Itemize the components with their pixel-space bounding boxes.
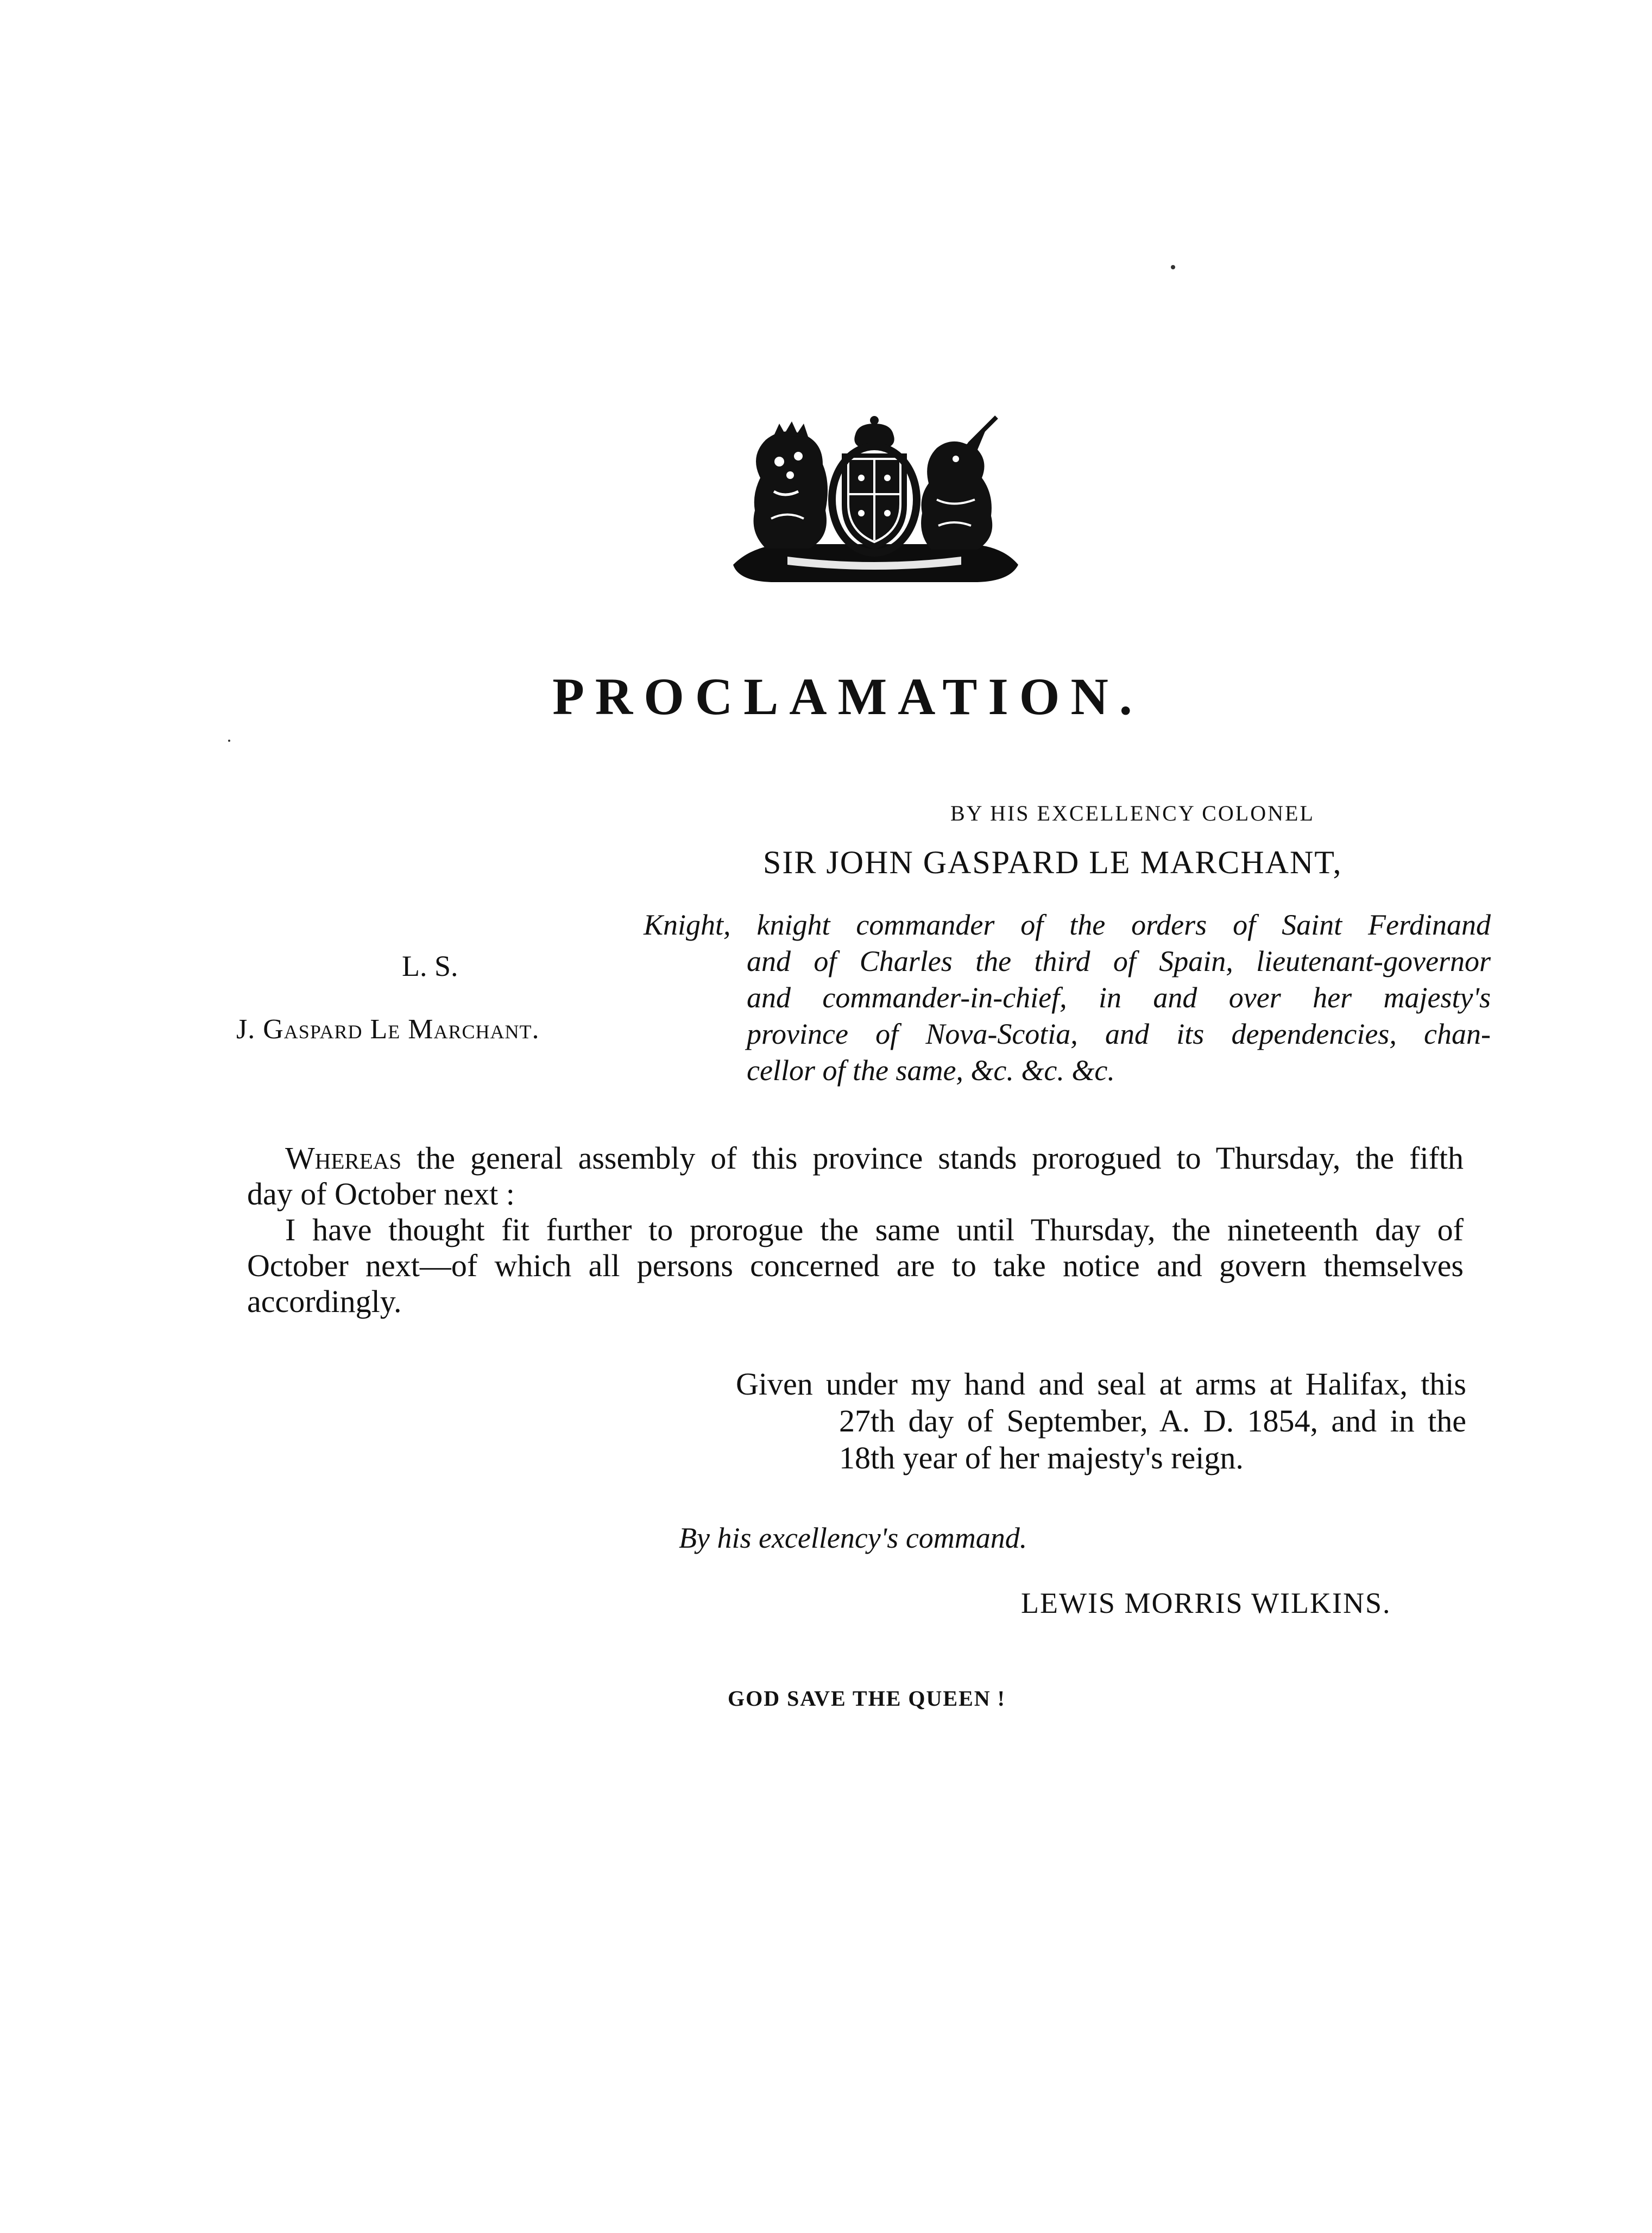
proclamation-title: PROCLAMATION. — [552, 667, 1143, 726]
given-clause — [736, 1366, 1466, 1477]
body-line: October next—of which all persons concerned are to take notice and govern themselves — [247, 1248, 1464, 1283]
titles-line: province of Nova-Scotia, and its dependencies, chan- — [747, 1018, 1491, 1050]
command-line: By his excellency's command. — [679, 1522, 1027, 1554]
body-line — [247, 1140, 1464, 1176]
body-line: day of October next : — [247, 1176, 515, 1212]
signer-prefix: J. — [236, 1014, 256, 1045]
locus-sigilli: L. S. — [402, 950, 458, 982]
titles-line: and commander-in-chief, in and over her majesty's — [747, 981, 1491, 1014]
governor-name: SIR JOHN GASPARD LE MARCHANT, — [763, 844, 1342, 880]
titles-line: cellor of the same, &c. &c. &c. — [747, 1054, 1115, 1087]
proclamation-body — [247, 1140, 1464, 1320]
titles-line: Knight, knight commander of the orders of Saint Ferdinand — [644, 909, 1491, 941]
print-speck — [1171, 265, 1175, 269]
body-line: accordingly. — [247, 1284, 402, 1319]
closing-line: GOD SAVE THE QUEEN ! — [728, 1686, 1006, 1711]
governor-titles — [644, 907, 1491, 1089]
body-line-text: the general assembly of this province stands prorogued to Thursday, the fifth — [401, 1140, 1464, 1176]
body-line: I have thought fit further to prorogue the same until Thursday, the nineteenth day of — [285, 1212, 1464, 1247]
titles-line: and of Charles the third of Spain, lieutenant-governor — [747, 945, 1491, 977]
print-speck — [228, 740, 230, 742]
by-line: BY HIS EXCELLENCY COLONEL — [950, 801, 1315, 825]
whereas-word: Whereas — [285, 1140, 402, 1176]
signer-name — [236, 1015, 540, 1044]
secretary-name: LEWIS MORRIS WILKINS. — [1021, 1587, 1391, 1619]
given-line: 27th day of September, A. D. 1854, and in the — [839, 1403, 1466, 1439]
signer-surname: Gaspard Le Marchant. — [263, 1014, 540, 1045]
royal-coat-of-arms-icon — [722, 402, 1026, 586]
given-line: 18th year of her majesty's reign. — [839, 1440, 1244, 1475]
given-line: Given under my hand and seal at arms at Halifax, this — [736, 1366, 1466, 1402]
